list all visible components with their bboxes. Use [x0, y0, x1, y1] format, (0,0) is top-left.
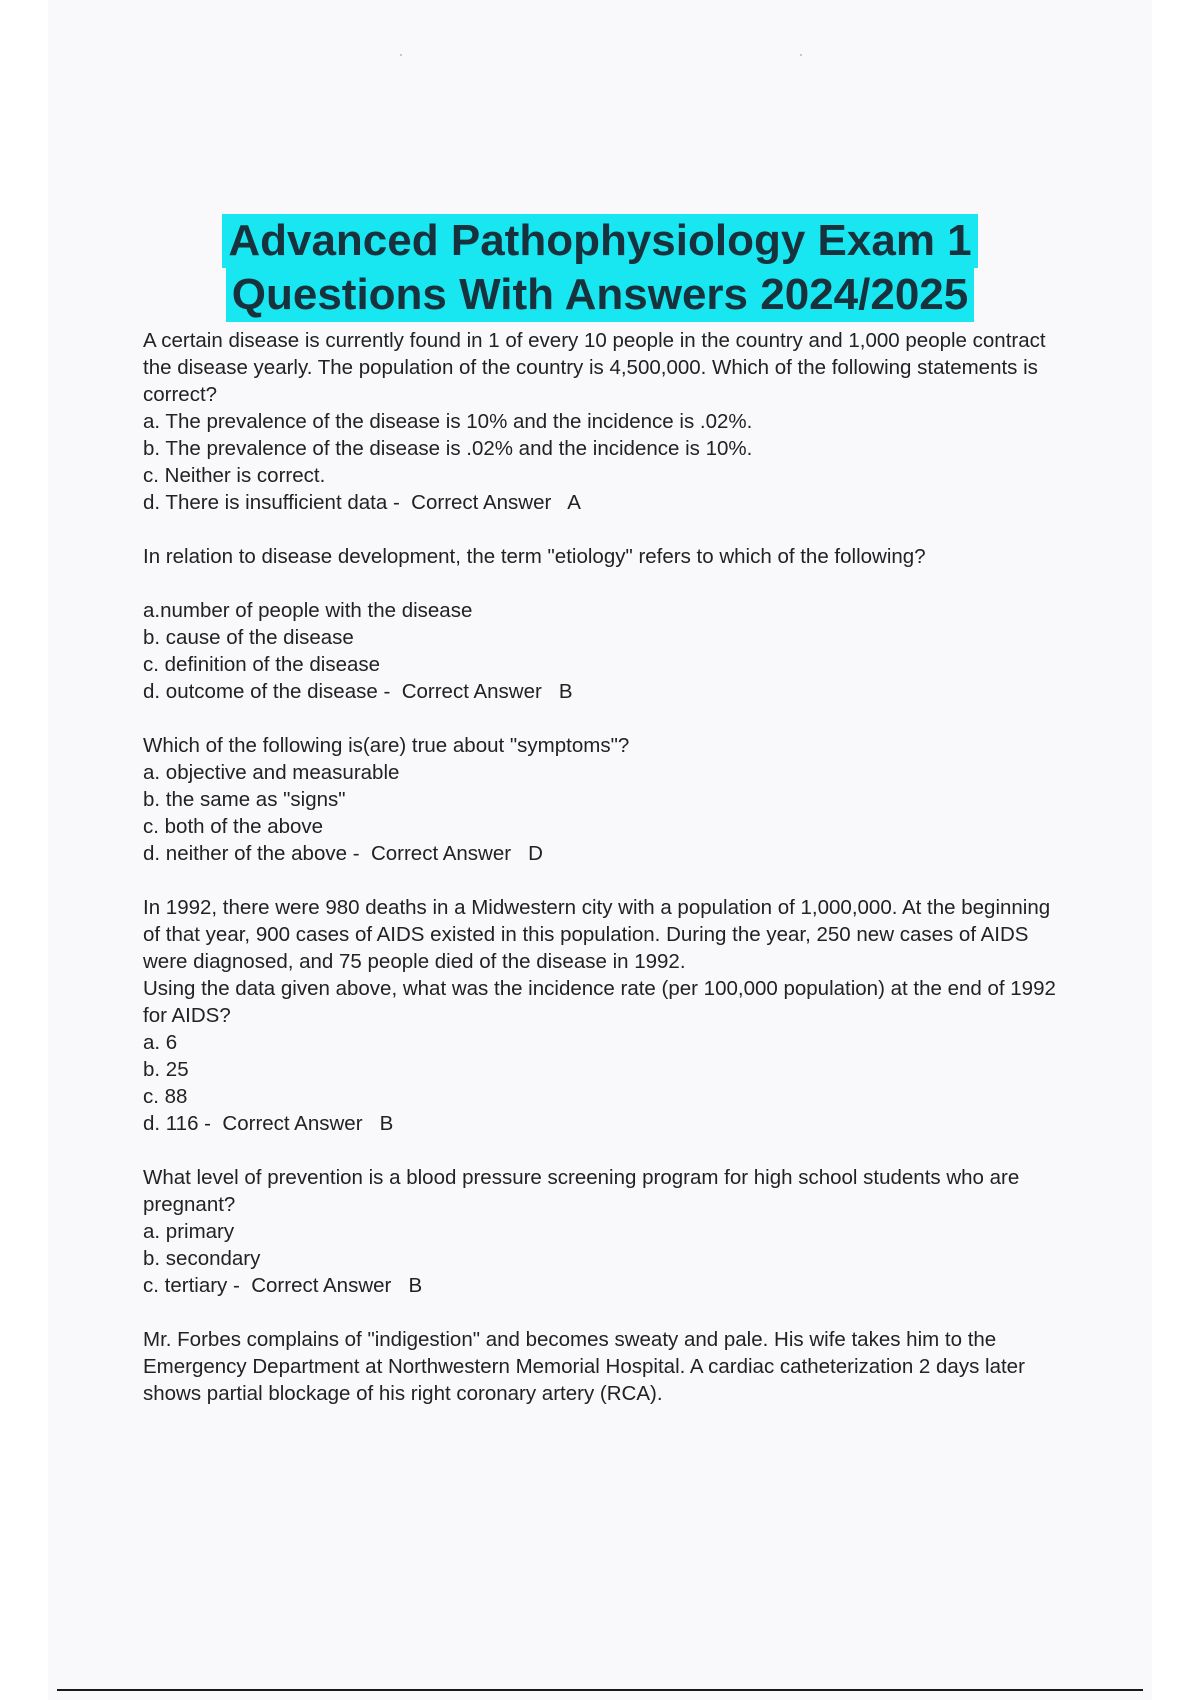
answer-line: d. neither of the above - Correct Answer D: [143, 842, 543, 865]
question-1: [143, 327, 1063, 516]
answer-line: d. outcome of the disease - Correct Answer B: [143, 680, 573, 703]
option: a. 6: [143, 1031, 178, 1054]
option: b. cause of the disease: [143, 626, 354, 649]
option: a.number of people with the disease: [143, 599, 473, 622]
answer-line: d. 116 - Correct Answer B: [143, 1112, 394, 1135]
question-4: [143, 894, 1063, 1137]
option: a. primary: [143, 1220, 235, 1243]
answer-value: A: [567, 491, 581, 514]
scan-speck: [800, 54, 802, 56]
question-list: [143, 327, 1063, 1407]
document-title: [0, 214, 1200, 322]
option: d. 116: [143, 1112, 199, 1135]
answer-label: Correct Answer: [411, 491, 552, 514]
option: d. outcome of the disease: [143, 680, 378, 703]
scan-speck: [400, 54, 402, 56]
answer-label: Correct Answer: [222, 1112, 363, 1135]
option: b. 25: [143, 1058, 189, 1081]
option: c. Neither is correct.: [143, 464, 326, 487]
option: a. The prevalence of the disease is 10% and the incidence is .02%.: [143, 410, 753, 433]
option: d. neither of the above: [143, 842, 348, 865]
option: c. tertiary: [143, 1274, 228, 1297]
question-text: In 1992, there were 980 deaths in a Midwestern city with a population of 1,000,000. At the beginning of that year, 900 cases of AIDS existed in this population. During the year, 250 new cases of AIDS were diagnosed, and 75 people died of the disease in 1992.: [143, 896, 1051, 973]
option: c. 88: [143, 1085, 188, 1108]
option: c. both of the above: [143, 815, 324, 838]
answer-value: B: [379, 1112, 394, 1135]
answer-label: Correct Answer: [401, 680, 542, 703]
question-2: [143, 543, 1063, 705]
option: b. the same as "signs": [143, 788, 346, 811]
option: a. objective and measurable: [143, 761, 400, 784]
question-text: Mr. Forbes complains of "indigestion" and becomes sweaty and pale. His wife takes him to the Emergency Department at Northwestern Memorial Hospital. A cardiac catheterization 2 days later shows partial blockage of his right coronary artery (RCA).: [143, 1328, 1025, 1405]
option: c. definition of the disease: [143, 653, 381, 676]
option: d. There is insufficient data: [143, 491, 388, 514]
question-6: [143, 1326, 1063, 1407]
question-text-continued: Using the data given above, what was the incidence rate (per 100,000 population) at the end of 1992 for AIDS?: [143, 977, 1056, 1027]
question-text: Which of the following is(are) true about "symptoms"?: [143, 734, 630, 757]
answer-value: B: [408, 1274, 423, 1297]
answer-value: D: [528, 842, 543, 865]
answer-line: d. There is insufficient data - Correct Answer A: [143, 491, 581, 514]
answer-label: Correct Answer: [251, 1274, 392, 1297]
question-text: In relation to disease development, the term "etiology" refers to which of the following?: [143, 545, 926, 568]
question-text: What level of prevention is a blood pressure screening program for high school students who are pregnant?: [143, 1166, 1020, 1216]
answer-value: B: [558, 680, 573, 703]
page-bottom-rule: [57, 1689, 1143, 1691]
title-line-1: Advanced Pathophysiology Exam 1: [222, 214, 977, 268]
option: b. The prevalence of the disease is .02% and the incidence is 10%.: [143, 437, 753, 460]
title-line-2: Questions With Answers 2024/2025: [226, 268, 974, 322]
question-5: [143, 1164, 1063, 1299]
question-text: A certain disease is currently found in 1 of every 10 people in the country and 1,000 people contract the disease yearly. The population of the country is 4,500,000. Which of the following statements is correct?: [143, 329, 1046, 406]
answer-line: c. tertiary - Correct Answer B: [143, 1274, 423, 1297]
option: b. secondary: [143, 1247, 261, 1270]
answer-label: Correct Answer: [370, 842, 512, 865]
spacer: [143, 570, 1063, 597]
question-3: [143, 732, 1063, 867]
